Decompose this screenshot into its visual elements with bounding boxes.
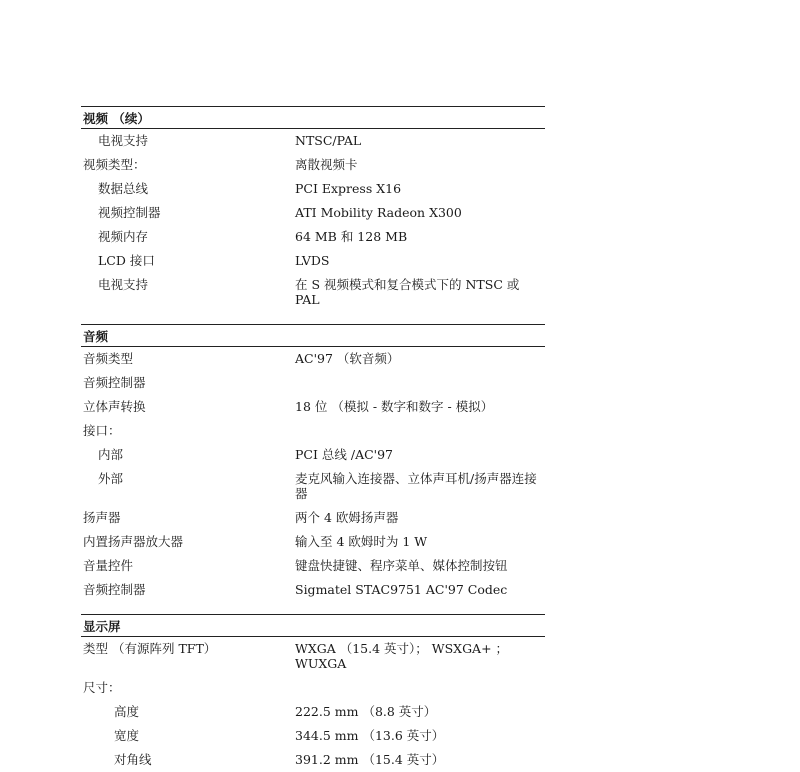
row-value: PCI Express X16	[295, 181, 402, 196]
table-row	[81, 724, 545, 748]
table-row	[81, 467, 545, 506]
row-value: PCI 总线 /AC'97	[295, 447, 394, 462]
row-label: 类型 （有源阵列 TFT）	[83, 641, 217, 656]
row-value: WXGA （15.4 英寸）； WSXGA+ ； WUXGA	[295, 641, 509, 671]
row-label: LCD 接口	[98, 253, 155, 268]
table-row	[81, 395, 545, 419]
row-label: 高度	[114, 704, 140, 719]
table-row	[81, 225, 545, 249]
table-row	[81, 249, 545, 273]
row-value: 在 S 视频模式和复合模式下的 NTSC 或 PAL	[295, 277, 520, 307]
row-label: 接口：	[83, 423, 121, 438]
row-label: 数据总线	[98, 181, 149, 196]
audio-section-title: 音频	[81, 324, 545, 347]
row-label: 电视支持	[98, 277, 149, 292]
table-row	[81, 347, 545, 371]
row-label: 内置扬声器放大器	[83, 534, 184, 549]
row-value: 键盘快捷键、程序菜单、媒体控制按钮	[295, 558, 508, 573]
row-value: 离散视频卡	[295, 157, 358, 172]
row-label: 音频类型	[83, 351, 134, 366]
table-row	[81, 443, 545, 467]
row-value: 344.5 mm （13.6 英寸）	[295, 728, 445, 743]
display-section	[81, 614, 545, 772]
table-row	[81, 129, 545, 153]
row-label: 音频控制器	[83, 375, 146, 390]
row-value: 391.2 mm （15.4 英寸）	[295, 752, 445, 767]
row-value: AC'97 （软音频）	[295, 351, 400, 366]
row-value	[295, 375, 545, 390]
row-value: LVDS	[295, 253, 330, 268]
table-row	[81, 273, 545, 312]
table-row	[81, 177, 545, 201]
row-value: ATI Mobility Radeon X300	[295, 205, 462, 220]
row-label: 对角线	[114, 752, 152, 767]
row-value: 两个 4 欧姆扬声器	[295, 510, 399, 525]
table-row	[81, 530, 545, 554]
video-section	[81, 106, 545, 312]
table-row	[81, 700, 545, 724]
row-label: 尺寸：	[83, 680, 121, 695]
row-label: 内部	[98, 447, 124, 462]
table-row	[81, 506, 545, 530]
table-row	[81, 637, 545, 676]
table-row	[81, 676, 545, 700]
row-value: 222.5 mm （8.8 英寸）	[295, 704, 437, 719]
row-label: 音频控制器	[83, 582, 146, 597]
table-row	[81, 748, 545, 772]
row-label: 宽度	[114, 728, 140, 743]
row-label: 外部	[98, 471, 124, 486]
table-row	[81, 201, 545, 225]
row-label: 音量控件	[83, 558, 134, 573]
table-row	[81, 578, 545, 602]
row-value: 输入至 4 欧姆时为 1 W	[295, 534, 428, 549]
row-value: 64 MB 和 128 MB	[295, 229, 408, 244]
row-label: 视频控制器	[98, 205, 161, 220]
table-row	[81, 371, 545, 395]
row-value	[295, 423, 545, 438]
display-section-title: 显示屏	[81, 614, 545, 637]
table-row	[81, 419, 545, 443]
row-label: 视频类型：	[83, 157, 146, 172]
row-value	[295, 680, 545, 695]
row-label: 立体声转换	[83, 399, 146, 414]
row-value: 18 位 （模拟 - 数字和数字 - 模拟）	[295, 399, 494, 414]
table-row	[81, 153, 545, 177]
row-value: NTSC/PAL	[295, 133, 362, 148]
row-label: 电视支持	[98, 133, 149, 148]
row-label: 扬声器	[83, 510, 121, 525]
table-row	[81, 554, 545, 578]
video-section-title: 视频 （续）	[81, 106, 545, 129]
row-value: Sigmatel STAC9751 AC'97 Codec	[295, 582, 508, 597]
spec-table	[81, 106, 545, 772]
row-label: 视频内存	[98, 229, 149, 244]
row-value: 麦克风输入连接器、立体声耳机/扬声器连接器	[295, 471, 537, 501]
audio-section	[81, 324, 545, 602]
